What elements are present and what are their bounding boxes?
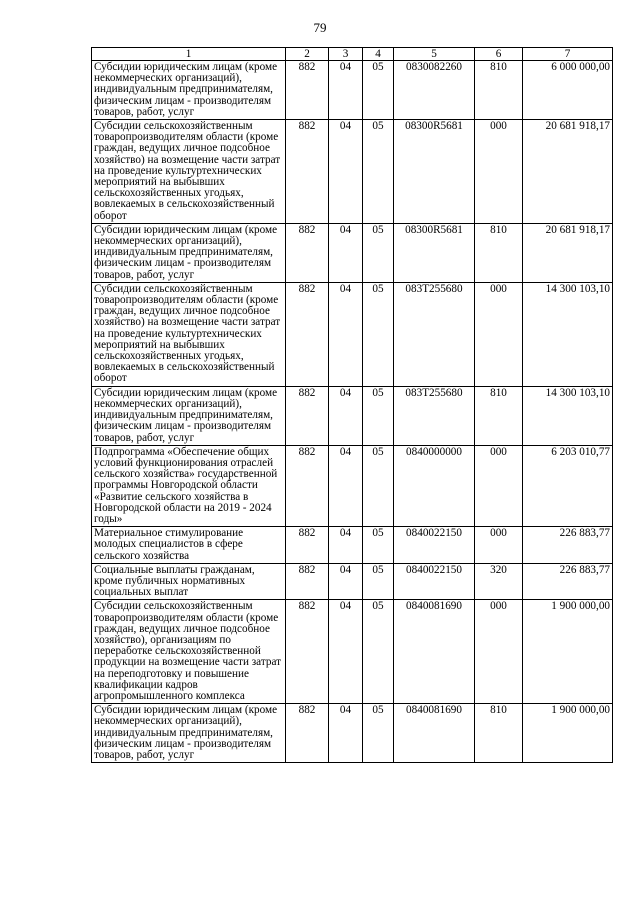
subsection-code: 05 xyxy=(363,704,394,763)
header-row xyxy=(92,48,613,61)
expense-type-code: 810 xyxy=(475,223,523,282)
target-article-code: 08300R5681 xyxy=(394,120,475,224)
subsection-code: 05 xyxy=(363,600,394,704)
target-article-code: 0830082260 xyxy=(394,61,475,120)
amount: 20 681 918,17 xyxy=(523,120,613,224)
amount: 226 883,77 xyxy=(523,563,613,600)
section-code: 04 xyxy=(329,563,363,600)
table-row xyxy=(92,386,613,445)
ved-code: 882 xyxy=(286,527,329,564)
header-cell: 1 xyxy=(92,48,286,61)
row-name: Подпрограмма «Обеспечение общих условий функционирования отраслей сельского хозяйства» государственной программы Новгородской области «Развитие сельского хозяйства в Новгородской области на 2019 - 2024 годы» xyxy=(92,445,286,526)
expense-type-code: 000 xyxy=(475,445,523,526)
amount: 14 300 103,10 xyxy=(523,386,613,445)
header-cell: 3 xyxy=(329,48,363,61)
row-name: Субсидии сельскохозяйственным товаропроизводителям области (кроме граждан, ведущих личное подсобное хозяйство), организациям по переработке сельскохозяйственной продукции на возмещение части затрат на переподготовку и повышение квалификации кадров агропромышленного комплекса xyxy=(92,600,286,704)
subsection-code: 05 xyxy=(363,563,394,600)
row-name: Субсидии юридическим лицам (кроме некоммерческих организаций), индивидуальным предпринимателям, физическим лицам - производителям товаров, работ, услуг xyxy=(92,223,286,282)
header-cell: 6 xyxy=(475,48,523,61)
header-cell: 4 xyxy=(363,48,394,61)
section-code: 04 xyxy=(329,120,363,224)
target-article-code: 0840000000 xyxy=(394,445,475,526)
row-name: Субсидии юридическим лицам (кроме некоммерческих организаций), индивидуальным предпринимателям, физическим лицам - производителям товаров, работ, услуг xyxy=(92,61,286,120)
section-code: 04 xyxy=(329,386,363,445)
section-code: 04 xyxy=(329,704,363,763)
table-row xyxy=(92,445,613,526)
expense-type-code: 810 xyxy=(475,386,523,445)
expense-type-code: 000 xyxy=(475,527,523,564)
row-name: Материальное стимулирование молодых специалистов в сфере сельского хозяйства xyxy=(92,527,286,564)
subsection-code: 05 xyxy=(363,61,394,120)
row-name: Субсидии юридическим лицам (кроме некоммерческих организаций), индивидуальным предпринимателям, физическим лицам - производителям товаров, работ, услуг xyxy=(92,704,286,763)
page-number: 79 xyxy=(313,20,327,35)
section-code: 04 xyxy=(329,445,363,526)
expense-type-code: 000 xyxy=(475,120,523,224)
table-row xyxy=(92,223,613,282)
ved-code: 882 xyxy=(286,704,329,763)
header-cell: 7 xyxy=(523,48,613,61)
subsection-code: 05 xyxy=(363,445,394,526)
amount: 1 900 000,00 xyxy=(523,704,613,763)
ved-code: 882 xyxy=(286,445,329,526)
expense-type-code: 810 xyxy=(475,61,523,120)
ved-code: 882 xyxy=(286,223,329,282)
ved-code: 882 xyxy=(286,600,329,704)
table-row xyxy=(92,61,613,120)
ved-code: 882 xyxy=(286,120,329,224)
row-name: Субсидии сельскохозяйственным товаропроизводителям области (кроме граждан, ведущих личное подсобное хозяйство) на возмещение части затрат на проведение культуртехнических мероприятий на выбывших сельскохозяйственных угодьях, вовлекаемых в сельскохозяйственный оборот xyxy=(92,120,286,224)
ved-code: 882 xyxy=(286,386,329,445)
subsection-code: 05 xyxy=(363,120,394,224)
subsection-code: 05 xyxy=(363,282,394,386)
table-row xyxy=(92,704,613,763)
amount: 1 900 000,00 xyxy=(523,600,613,704)
section-code: 04 xyxy=(329,223,363,282)
row-name: Субсидии юридическим лицам (кроме некоммерческих организаций), индивидуальным предпринимателям, физическим лицам - производителям товаров, работ, услуг xyxy=(92,386,286,445)
header-cell: 5 xyxy=(394,48,475,61)
section-code: 04 xyxy=(329,527,363,564)
ved-code: 882 xyxy=(286,61,329,120)
amount: 20 681 918,17 xyxy=(523,223,613,282)
expense-type-code: 320 xyxy=(475,563,523,600)
budget-table xyxy=(91,47,613,763)
subsection-code: 05 xyxy=(363,223,394,282)
target-article-code: 0840081690 xyxy=(394,704,475,763)
row-name: Субсидии сельскохозяйственным товаропроизводителям области (кроме граждан, ведущих личное подсобное хозяйство) на возмещение части затрат на проведение культуртехнических мероприятий на выбывших сельскохозяйственных угодьях, вовлекаемых в сельскохозяйственный оборот xyxy=(92,282,286,386)
section-code: 04 xyxy=(329,600,363,704)
target-article-code: 083T255680 xyxy=(394,282,475,386)
header-cell: 2 xyxy=(286,48,329,61)
amount: 6 000 000,00 xyxy=(523,61,613,120)
expense-type-code: 810 xyxy=(475,704,523,763)
amount: 6 203 010,77 xyxy=(523,445,613,526)
amount: 226 883,77 xyxy=(523,527,613,564)
target-article-code: 083T255680 xyxy=(394,386,475,445)
target-article-code: 0840022150 xyxy=(394,527,475,564)
subsection-code: 05 xyxy=(363,527,394,564)
expense-type-code: 000 xyxy=(475,600,523,704)
table-row xyxy=(92,120,613,224)
ved-code: 882 xyxy=(286,282,329,386)
target-article-code: 0840022150 xyxy=(394,563,475,600)
row-name: Социальные выплаты гражданам, кроме публичных нормативных социальных выплат xyxy=(92,563,286,600)
expense-type-code: 000 xyxy=(475,282,523,386)
table-row xyxy=(92,527,613,564)
amount: 14 300 103,10 xyxy=(523,282,613,386)
section-code: 04 xyxy=(329,282,363,386)
target-article-code: 08300R5681 xyxy=(394,223,475,282)
table-row xyxy=(92,282,613,386)
table-row xyxy=(92,600,613,704)
table-row xyxy=(92,563,613,600)
ved-code: 882 xyxy=(286,563,329,600)
target-article-code: 0840081690 xyxy=(394,600,475,704)
section-code: 04 xyxy=(329,61,363,120)
subsection-code: 05 xyxy=(363,386,394,445)
